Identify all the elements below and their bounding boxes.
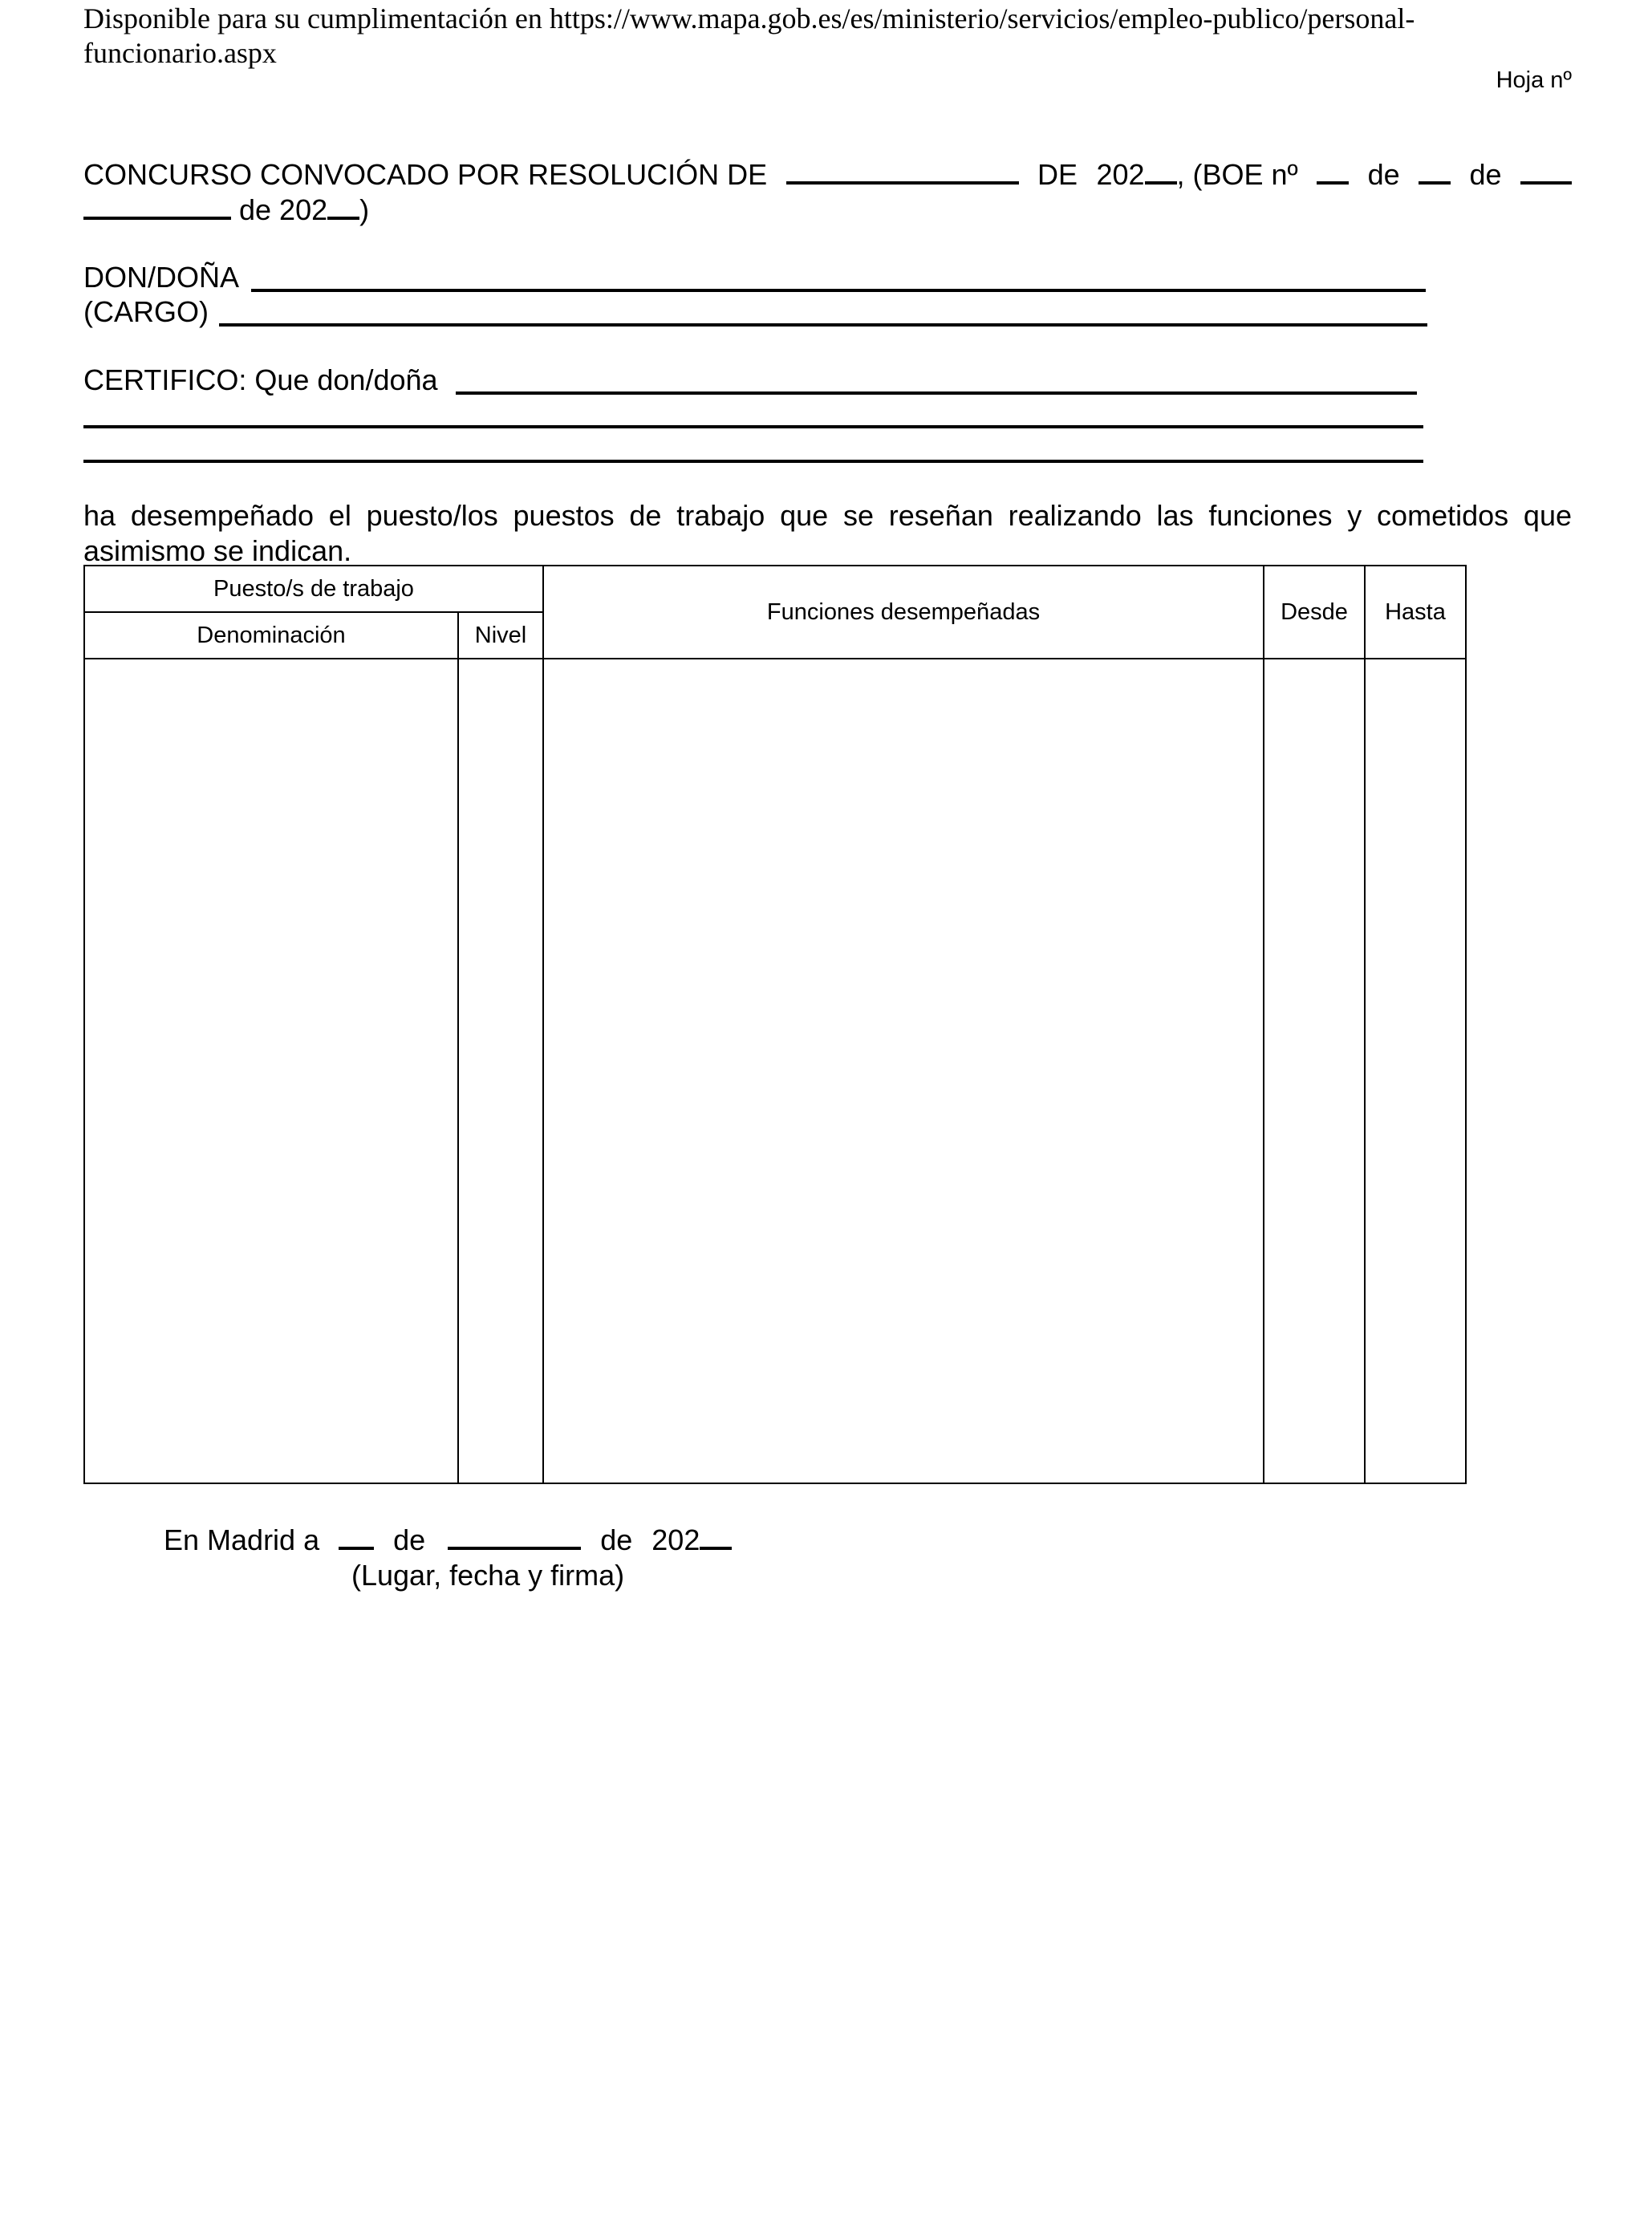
positions-group-header: Puesto/s de trabajo xyxy=(84,566,543,612)
boe-de-label-2: de xyxy=(1469,158,1502,191)
date-de-label-2: de xyxy=(600,1523,633,1556)
concurso-line-2 xyxy=(83,193,369,228)
functions-header: Funciones desempeñadas xyxy=(543,566,1264,659)
certifico-name-field[interactable] xyxy=(456,391,1417,395)
resolution-date-blank[interactable] xyxy=(786,181,1019,185)
functions-cell[interactable] xyxy=(543,659,1264,1483)
certifico-label: CERTIFICO: Que don/doña xyxy=(83,363,438,396)
day-blank[interactable] xyxy=(339,1547,374,1550)
availability-line-2: funcionario.aspx xyxy=(83,37,277,69)
place-date-line xyxy=(164,1523,732,1558)
statement-paragraph: ha desempeñado el puesto/los puestos de trabajo que se reseñan realizando las funciones y cometidos que asimismo se indican. xyxy=(83,499,1572,567)
resolution-year-blank[interactable] xyxy=(1145,181,1177,185)
boe-month-blank-start[interactable] xyxy=(1520,181,1572,185)
concurso-year-prefix: 202 xyxy=(1096,158,1145,191)
hasta-header: Hasta xyxy=(1365,566,1466,659)
boe-day-blank[interactable] xyxy=(1419,181,1451,185)
year-blank[interactable] xyxy=(700,1547,732,1550)
denominacion-cell[interactable] xyxy=(84,659,458,1483)
boe-close-paren: ) xyxy=(359,193,370,226)
denominacion-header: Denominación xyxy=(84,612,458,659)
don-dona-label: DON/DOÑA xyxy=(83,261,240,294)
boe-month-blank[interactable] xyxy=(83,217,231,220)
cargo-field[interactable] xyxy=(219,323,1427,327)
place-prefix: En Madrid a xyxy=(164,1523,320,1556)
cargo-label: (CARGO) xyxy=(83,295,209,328)
concurso-label: CONCURSO CONVOCADO POR RESOLUCIÓN DE xyxy=(83,158,768,191)
concurso-de-label: DE xyxy=(1037,158,1078,191)
positions-table xyxy=(83,565,1467,1484)
sheet-number-label: Hoja nº xyxy=(1496,67,1572,93)
date-de-label-1: de xyxy=(393,1523,426,1556)
boe-number-blank[interactable] xyxy=(1317,181,1349,185)
boe-year-blank[interactable] xyxy=(327,217,359,220)
hasta-cell[interactable] xyxy=(1365,659,1466,1483)
nivel-cell[interactable] xyxy=(458,659,543,1483)
desde-cell[interactable] xyxy=(1264,659,1365,1483)
concurso-line xyxy=(83,157,1572,193)
availability-note xyxy=(83,2,1415,71)
certifico-line-2[interactable] xyxy=(83,425,1423,428)
boe-year-prefix: de 202 xyxy=(239,193,328,226)
nivel-header: Nivel xyxy=(458,612,543,659)
month-blank[interactable] xyxy=(448,1547,581,1550)
signature-note: (Lugar, fecha y firma) xyxy=(351,1559,625,1592)
don-dona-field[interactable] xyxy=(251,289,1426,292)
availability-line-1: Disponible para su cumplimentación en https://www.mapa.gob.es/es/ministerio/servicios/empleo-publico/personal- xyxy=(83,2,1415,34)
desde-header: Desde xyxy=(1264,566,1365,659)
year-prefix: 202 xyxy=(651,1523,700,1556)
boe-label: , (BOE nº xyxy=(1176,158,1298,191)
boe-de-label-1: de xyxy=(1367,158,1400,191)
certifico-line-3[interactable] xyxy=(83,460,1423,463)
